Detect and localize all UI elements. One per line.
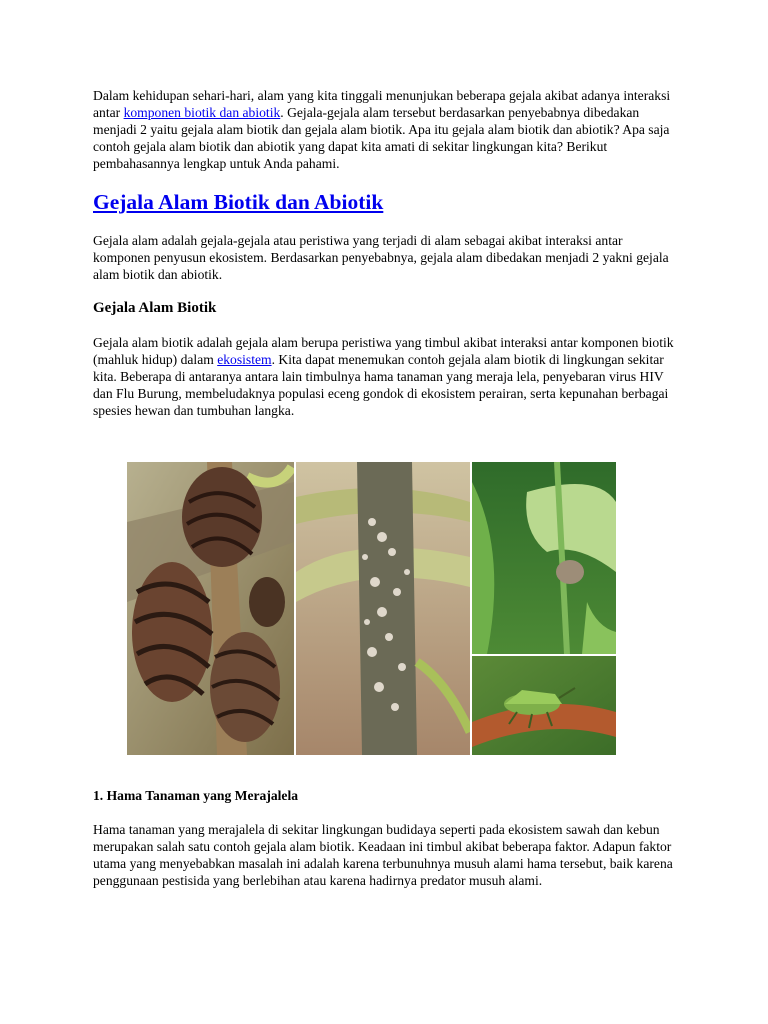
intro-paragraph <box>93 87 683 172</box>
biotik-paragraph <box>93 334 683 419</box>
item-heading-hama: 1. Hama Tanaman yang Merajalela <box>93 788 299 803</box>
subsection-heading: Gejala Alam Biotik <box>93 300 217 316</box>
intro-text-before: Dalam kehidupan sehari-hari, alam yang kita tinggali menunjukan beberapa gejala akibat adanya interaksi antar <box>93 88 671 120</box>
pest-photo-collage <box>127 462 616 755</box>
leaf-snail-photo <box>472 462 616 654</box>
aphids-photo <box>296 462 470 755</box>
link-ekosistem[interactable]: ekosistem <box>217 352 272 367</box>
intro-text-after: . Gejala-gejala alam tersebut berdasarkan penyebabnya dibedakan menjadi 2 yaitu gejala alam biotik dan gejala alam biotik. Apa itu gejala alam biotik dan abiotik? Apa saja contoh gejala alam biotik dan abiotik yang dapat kita amati di sekitar lingkungan kita? Berikut pembahasannya lengkap untuk Anda pahami. <box>93 105 670 171</box>
section-heading-link[interactable]: Gejala Alam Biotik dan Abiotik <box>93 190 384 214</box>
stink-bug-photo <box>472 656 616 755</box>
biotik-text-before: Gejala alam biotik adalah gejala alam berupa peristiwa yang timbul akibat interaksi antar komponen biotik (mahluk hidup) dalam <box>93 335 674 367</box>
snails-photo <box>127 462 294 755</box>
link-komponen-biotik-abiotik[interactable]: komponen biotik dan abiotik <box>123 105 281 120</box>
section-paragraph: Gejala alam adalah gejala-gejala atau peristiwa yang terjadi di alam sebagai akibat interaksi antar komponen penyusun ekosistem. Berdasarkan penyebabnya, gejala alam dibedakan menjadi 2 yakni gejala alam biotik dan abiotik. <box>93 233 669 282</box>
item-paragraph-hama: Hama tanaman yang merajalela di sekitar lingkungan budidaya seperti pada ekosistem sawah dan kebun merupakan salah satu contoh gejala alam biotik. Keadaan ini timbul akibat beberapa faktor. Adapun faktor utama yang menyebabkan masalah ini adalah karena terbunuhnya musuh alami hama tersebut, baik karena penggunaan pestisida yang berlebihan atau karena hadirnya predator musuh alami. <box>93 822 673 888</box>
biotik-text-after: . Kita dapat menemukan contoh gejala alam biotik di lingkungan sekitar kita. Beberapa di antaranya antara lain timbulnya hama tanaman yang meraja lela, penyebaran virus HIV dan Flu Burung, membeludaknya populasi eceng gondok di ekosistem perairan, serta kepunahan berbagai spesies hewan dan tumbuhan langka. <box>93 352 669 418</box>
